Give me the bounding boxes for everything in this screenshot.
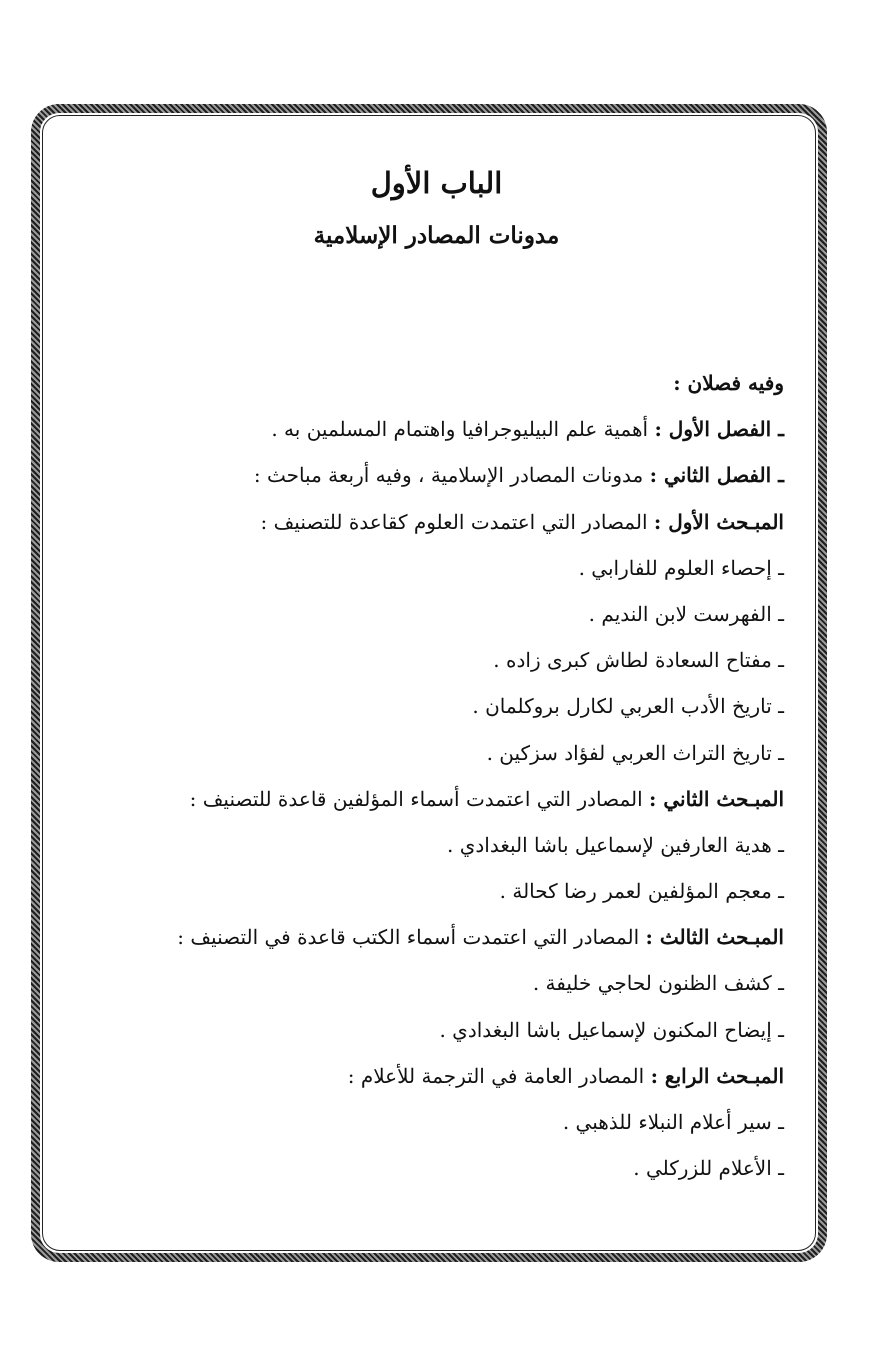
line-text: ـ إيضاح المكنون لإسماعيل باشا البغدادي . <box>439 1017 784 1042</box>
list-item <box>64 1099 784 1145</box>
contents-list <box>64 360 784 1191</box>
list-item <box>64 730 784 776</box>
list-item <box>64 960 784 1006</box>
line-text: ـ معجم المؤلفين لعمر رضا كحالة . <box>499 879 784 904</box>
section-line <box>64 1053 784 1099</box>
section-label: المبـحث الرابع : <box>650 1063 784 1088</box>
section-label: المبـحث الأول : <box>653 509 784 534</box>
list-item <box>64 683 784 729</box>
section-line <box>64 914 784 960</box>
page-title: الباب الأول <box>370 166 503 200</box>
list-item <box>64 868 784 914</box>
line-text: مدونات المصادر الإسلامية ، وفيه أربعة مباحث : <box>253 463 650 488</box>
page-subtitle: مدونات المصادر الإسلامية <box>313 222 560 249</box>
line-text: ـ الأعلام للزركلي . <box>633 1156 784 1181</box>
list-item <box>64 591 784 637</box>
list-heading <box>64 360 784 406</box>
section-line <box>64 406 784 452</box>
line-text: ـ سير أعلام النبلاء للذهبي . <box>562 1110 784 1134</box>
section-label: ـ الفصل الأول : <box>654 417 784 442</box>
line-text: ـ تاريخ التراث العربي لفؤاد سزكين . <box>486 740 784 765</box>
section-label: المبـحث الثالث : <box>645 925 784 950</box>
line-text: ـ الفهرست لابن النديم . <box>588 601 784 626</box>
line-text: المصادر التي اعتمدت أسماء المؤلفين قاعدة للتصنيف : <box>189 786 650 811</box>
line-text: المصادر التي اعتمدت أسماء الكتب قاعدة في التصنيف : <box>177 925 646 950</box>
line-text: المصادر العامة في الترجمة للأعلام : <box>347 1063 651 1088</box>
line-text: ـ إحصاء العلوم للفارابي . <box>578 555 784 580</box>
section-line <box>64 499 784 545</box>
list-item <box>64 1145 784 1191</box>
line-text: ـ كشف الظنون لحاجي خليفة . <box>532 971 784 996</box>
line-text: ـ مفتاح السعادة لطاش كبرى زاده . <box>493 648 784 673</box>
list-item <box>64 545 784 591</box>
list-item <box>64 637 784 683</box>
section-line <box>64 452 784 498</box>
section-label: المبـحث الثاني : <box>649 786 784 811</box>
section-label: ـ الفصل الثاني : <box>649 463 784 488</box>
line-text: أهمية علم البيليوجرافيا واهتمام المسلمين به . <box>271 417 655 442</box>
line-text: ـ تاريخ الأدب العربي لكارل بروكلمان . <box>472 694 784 719</box>
section-line <box>64 776 784 822</box>
list-item <box>64 822 784 868</box>
list-item <box>64 1007 784 1053</box>
line-text: المصادر التي اعتمدت العلوم كقاعدة للتصنيف : <box>260 509 654 534</box>
line-text: ـ هدية العارفين لإسماعيل باشا البغدادي . <box>447 832 784 857</box>
line-text: وفيه فصلان : <box>673 371 784 395</box>
